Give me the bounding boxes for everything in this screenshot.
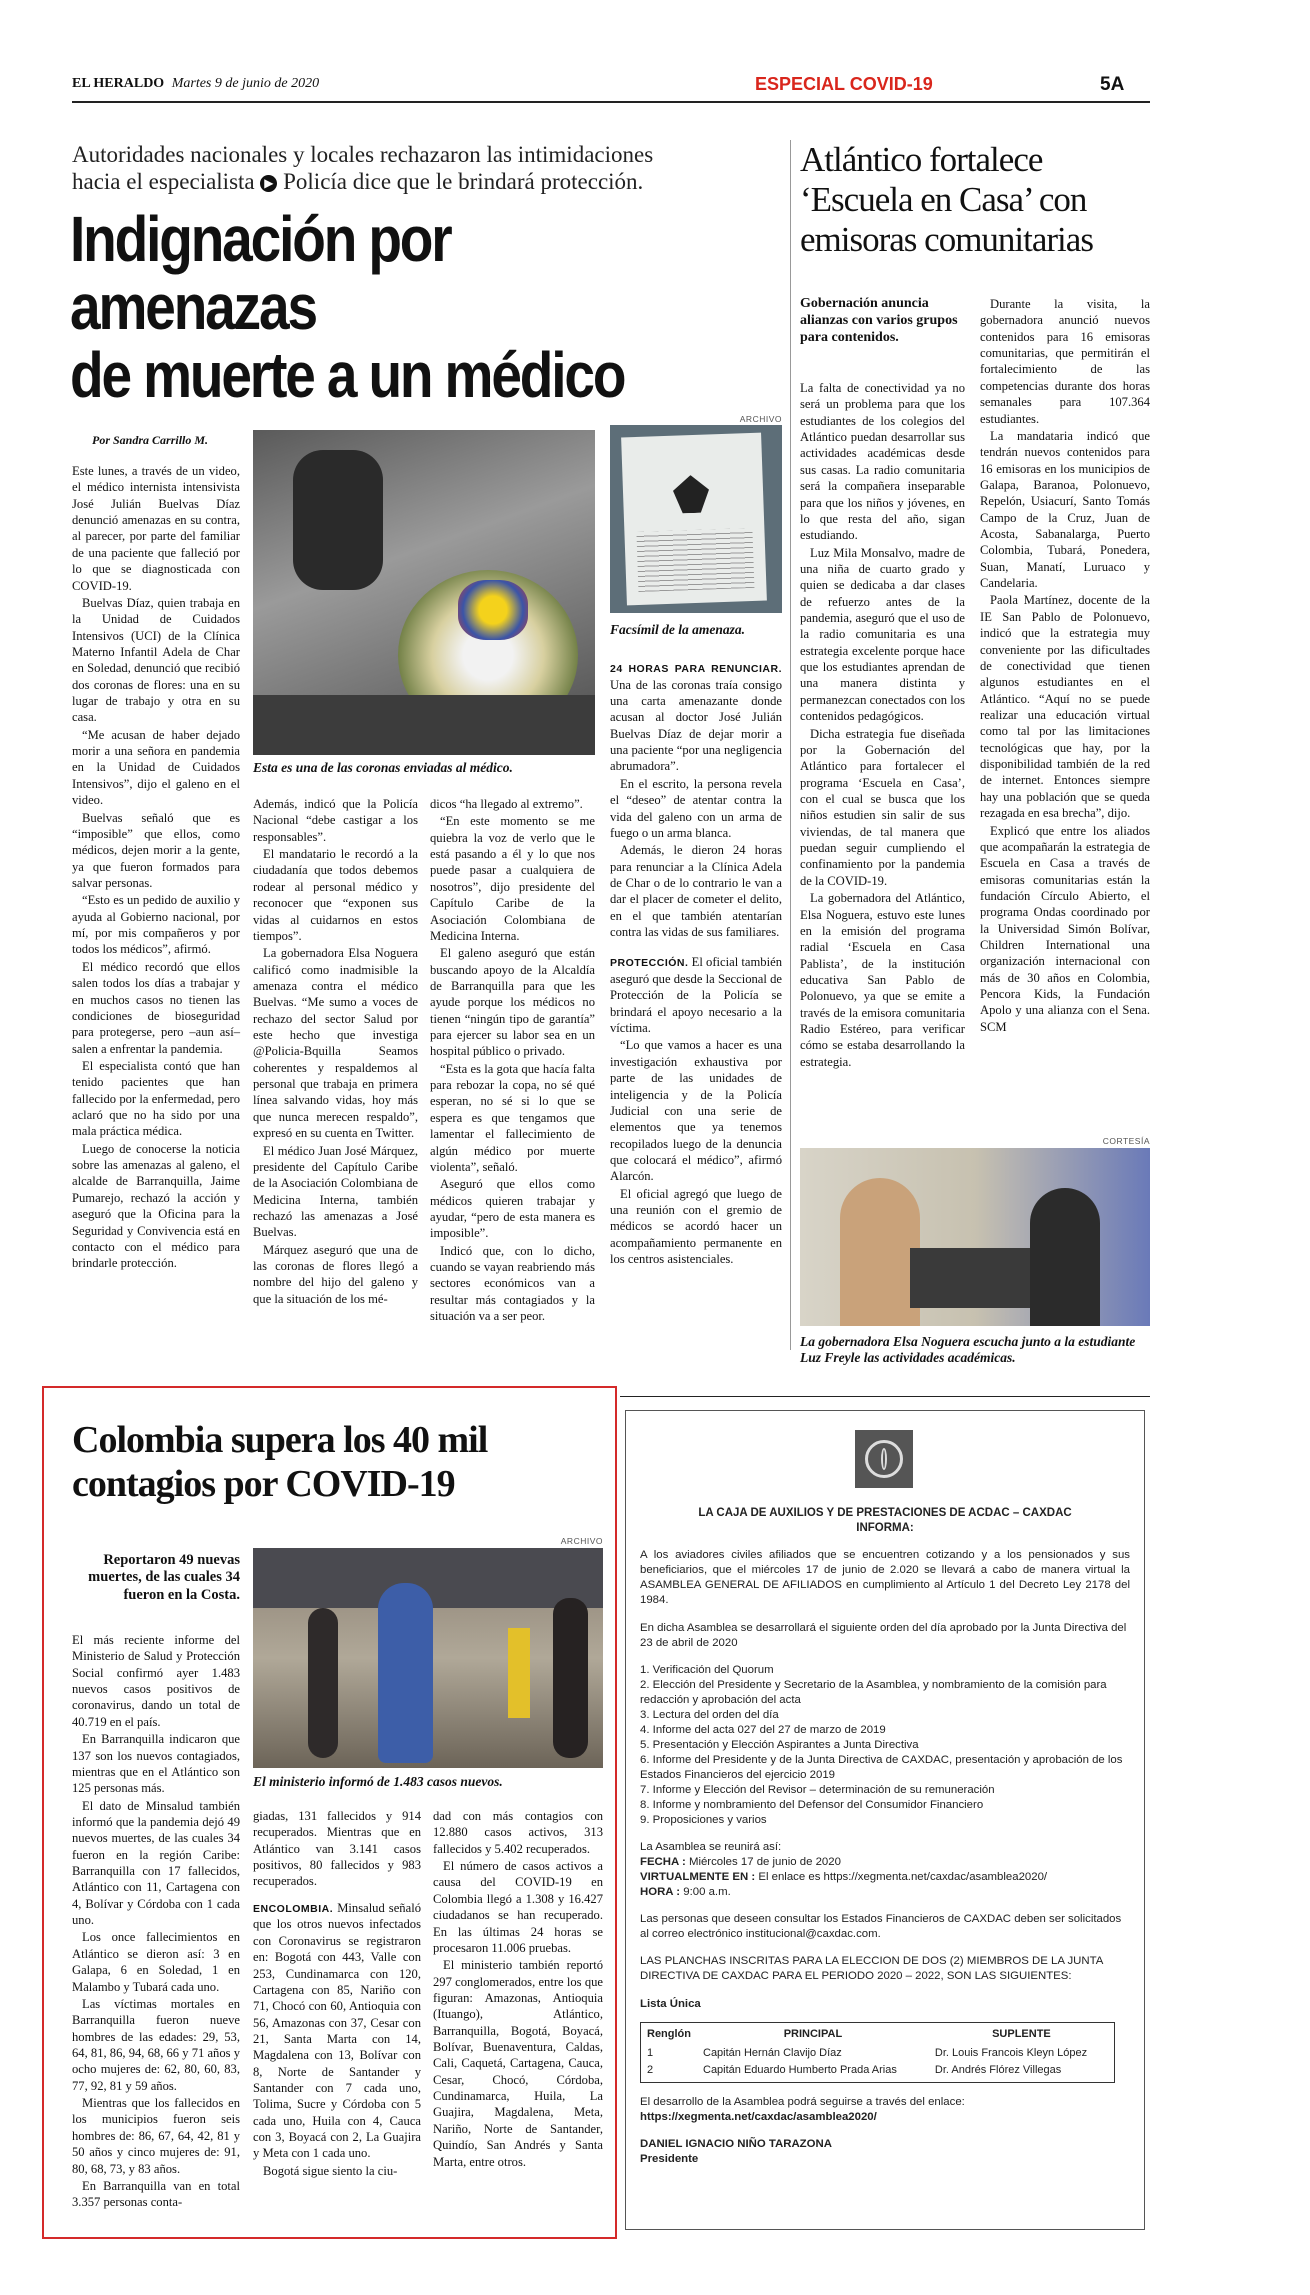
main-col-4: 24 HORAS PARA RENUNCIAR. Una de las coronas traía consigo una carta amenazante donde acusan al doctor José Julián Buelvas Díaz de dejar morir a una paciente “por una negligencia abrumadora”. En el escrito, la persona revela el “deseo” de atentar contra la vida del galeno con un arma de fuego o un arma blanca. Además, le dieron 24 horas para renunciar a la Clínica Adela de Char o de lo contrario le van a dar el placer de cometer el delito, en el que también atentarían contra las vidas de sus familiares. PROTECCIÓN. El oficial también aseguró que desde la Seccional de Protección de la Policía se brindará el apoyo necesario a la víctima. “Lo que vamos a hacer es una investigación exhaustiva por parte de las unidades de inteligencia y de la Policía Judicial con una serie de elementos que ya tenemos recopilados luego de la denuncia que colocará el médico”, afirmó Alarcón. El oficial agregó que luego de una reunión con el gremio de médicos se acordó hacer un acompañamiento permanente en los centros asistenciales.: [610, 663, 782, 1267]
section-label: ESPECIAL COVID-19: [755, 74, 933, 94]
governor-photo: [800, 1148, 1150, 1326]
table-row: 1 Capitán Hernán Clavijo Díaz Dr. Louis Francois Kleyn López: [647, 2047, 1088, 2060]
covid-col-2: giadas, 131 fallecidos y 914 recuperados. Mientras que en Atlántico van 3.141 casos positivos, 80 fallecidos y 983 recuperados. ENCOLOMBIA. Minsalud señaló que los otros nuevos infectados con Coronavirus se registraron en: Bogotá con 443, Valle con 253, Cundinamarca con 120, Cartagena con 85, Nariño con 71, Chocó con 60, Antioquia con 56, Amazonas con 37, Cesar con 21, Santa Marta con 14, Magdalena con 13, Bolívar con 8, Norte de Santander y Santander con 7 cada uno, Tolima, Sucre y Córdoba con 5 cada uno, Huila con 4, Cauca con 3, Boyacá con 2, La Guajira y Meta con 1 cada uno. Bogotá sigue siento la ciu-: [253, 1809, 421, 2178]
caxdac-logo-ring: [865, 1440, 903, 1478]
side-photo-credit: CORTESÍA: [1102, 1136, 1150, 1146]
person-blue-suit: [378, 1583, 433, 1763]
governor-figure: [840, 1178, 920, 1326]
caxdac-ad-body: LA CAJA DE AUXILIOS Y DE PRESTACIONES DE ACDAC – CAXDAC INFORMA: A los aviadores civiles afiliados que se encuentren cotizando y a los pensionados y sus beneficiarios, que el miércoles 17 de junio de 2.020 se llevará a cabo de manera virtual la ASAMBLEA GENERAL DE AFILIADOS en cumplimiento al Artículo 1 del Decreto Ley 2178 del 1984. En dicha Asamblea se desarrollará el siguiente orden del día aprobado por la Junta Directiva del 23 de abril de 2020 1. Verificación del Quorum 2. Elección del Presidente y Secretario de la Asamblea, y nombramiento de la comisión para redacción y aprobación del acta 3. Lectura del orden del día 4. Informe del acta 027 del 27 de marzo de 2019 5. Presentación y Elección Aspirantes a Junta Directiva 6. Informe del Presidente y de la Junta Directiva de CAXDAC, presentación y aprobación de los Estados Financieros del ejercicio 2019 7. Informe y Elección del Revisor – determinación de su remuneración 8. Informe y nombramiento del Defensor del Consumidor Financiero 9. Proposiciones y varios La Asamblea se reunirá así: FECHA : Miércoles 17 de junio de 2020 VIRTUALMENTE EN : El enlace es https://xegmenta.net/caxdac/asamblea2020/ HORA : 9:00 a.m. Las personas que deseen consultar los Estados Financieros de CAXDAC deben ser solicitados al correo electrónico institucional@caxdac.com. LAS PLANCHAS INSCRITAS PARA LA ELECCION DE DOS (2) MIEMBROS DE LA JUNTA DIRECTIVA DE CAXDAC PARA EL PERIODO 2020 – 2022, SON LAS SIGUIENTES: Lista Única Renglón PRINCIPAL SUPLENTE 1 Capitán Hernán Clavijo Díaz Dr. Louis Francois Kleyn López 2 Capitán Eduardo Humberto Prada Arias Dr. Andrés Flórez Villegas El desarrollo de la Asamblea podrá seguirse a través del enlace: https://xegmenta.net/caxdac/asamblea2020/ DANIEL IGNACIO NIÑO TARAZONA Presidente: [640, 1506, 1130, 2167]
ad-title: LA CAJA DE AUXILIOS Y DE PRESTACIONES DE ACDAC – CAXDAC: [698, 1507, 1072, 1519]
covid-headline: Colombia supera los 40 mil contagios por COVID-19: [72, 1419, 488, 1505]
ad-signer-role: Presidente: [640, 2153, 699, 2166]
paper-name: EL HERALDO: [72, 76, 165, 91]
caxdac-logo: [855, 1430, 913, 1488]
doc-caption: Facsímil de la amenaza.: [610, 622, 745, 637]
header-rule: [72, 101, 1150, 103]
doc-photo: [610, 425, 782, 613]
doc-credit: ARCHIVO: [739, 414, 782, 424]
student-figure: [1030, 1188, 1100, 1326]
side-col-a: La falta de conectividad ya no será un problema para que los estudiantes de los colegios del Atlántico puedan desarrollar sus actividades académicas desde sus casas. La radio comunitaria será la compañera inseparable para que los niños y jóvenes, en lo que resta del año, sigan estudiando. Luz Mila Monsalvo, madre de una niña de cuarto grado y quien se dedicaba a dar clases de refuerzo antes de la pandemia, aseguró que el uso de la radio comunitaria es una estrategia excelente porque hace que los estudiantes aprendan de una manera distinta y permanezcan conectados con los contenidos pedagógicos. Dicha estrategia fue diseñada por la Gobernación del Atlántico para fortalecer el programa ‘Escuela en Casa’, con el cual se busca que los niños estudien sin salir de sus viviendas, de tal manera que puedan seguir cumpliendo el confinamiento por la pandemia de la COVID-19. La gobernadora del Atlántico, Elsa Noguera, estuvo este lunes en la emisión del programa radial ‘Escuela en Casa Pablista’, de la institución educativa San Pablo de Polonuevo, ya que se emite a través de la emisora comunitaria Radio Estéreo, para verificar cómo se estaba desarrollando la estrategia.: [800, 381, 965, 1069]
main-col-2: Además, indicó que la Policía Nacional “debe castigar a los responsables”. El mandatario le recordó a la ciudadanía que todos debemos rodear al personal médico y reconocer que “exponen sus vidas al cuidarnos en estos tiempos”. La gobernadora Elsa Noguera calificó como inadmisible la amenaza contra el médico Buelvas. “Me sumo a voces de rechazo del sector Salud por este hecho que investiga @Policia-Bquilla Seamos coherentes y respaldemos al personal que trabaja en primera línea salvando vidas, hoy más que nunca merecen respaldo”, expresó en su cuenta en Twitter. El médico Juan José Márquez, presidente del Capítulo Caribe de la Asociación Colombiana de Medicina Interna, también rechazó las amenazas a José Buelvas. Márquez aseguró que una de las coronas de flores llegó a nombre del hijo del galeno y que la situación de los mé-: [253, 797, 418, 1306]
pedestrian-left: [308, 1608, 338, 1758]
ribbon-icon: [672, 474, 709, 513]
lead-24h: 24 HORAS PARA RENUNCIAR.: [610, 663, 782, 675]
radio-equipment: [910, 1248, 1030, 1308]
lead-colombia: ENCOLOMBIA.: [253, 1902, 334, 1915]
side-photo-caption: La gobernadora Elsa Noguera escucha junto a la estudiante Luz Freyle las actividades académicas.: [800, 1334, 1136, 1366]
byline: Por Sandra Carrillo M.: [92, 433, 209, 447]
ad-top-rule: [620, 1396, 1150, 1397]
covid-photo-caption: El ministerio informó de 1.483 casos nuevos.: [253, 1774, 503, 1789]
ad-subtitle: INFORMA:: [856, 1522, 914, 1535]
ad-agenda: 1. Verificación del Quorum 2. Elección del Presidente y Secretario de la Asamblea, y nombramiento de la comisión para redacción y aprobación del acta 3. Lectura del orden del día 4. Informe del acta 027 del 27 de marzo de 2019 5. Presentación y Elección Aspirantes a Junta Directiva 6. Informe del Presidente y de la Junta Directiva de CAXDAC, presentación y aprobación de los Estados Financieros del ejercicio 2019 7. Informe y Elección del Revisor – determinación de su remuneración 8. Informe y nombramiento del Defensor del Consumidor Financiero 9. Proposiciones y varios: [640, 1663, 1123, 1827]
page-number: 5A: [1100, 74, 1125, 95]
side-headline: Atlántico fortalece ‘Escuela en Casa’ con emisoras comunitarias: [800, 140, 1093, 259]
letter-text-lines: [636, 528, 754, 592]
lead-proteccion: PROTECCIÓN.: [610, 957, 689, 970]
main-col-1: Este lunes, a través de un video, el médico internista intensivista José Julián Buelvas Díaz denunció amenazas en su contra, al parecer, por parte del familiar de una paciente que falleció por lo que se diagnosticada con COVID-19. Buelvas Díaz, quien trabaja en la Unidad de Cuidados Intensivos (UCI) de la Clínica Materno Infantil Adela de Char en Soledad, denunció que recibió dos coronas de flores: una en su lugar de trabajo y otra en su casa. “Me acusan de haber dejado morir a una señora en pandemia en la Unidad de Cuidados Intensivos”, dijo el galeno en el video. Buelvas señaló que es “imposible” que ellos, como médicos, dejen morir a la gente, ya que fueron formados para salvar personas. “Esto es un pedido de auxilio y ayuda al Gobierno nacional, por mí, por mis compañeros y por todos los médicos”, afirmó. El médico recordó que ellos salen todos los días a trabajar y en muchos casos no tienen las condiciones de bioseguridad para protegerse, pero –aun así– salen a enfrentar la pandemia. El especialista contó que han tenido pacientes que han fallecido por la enfermedad, pero aclaró que no ha sido por una mala práctica médica. Luego de conocerse la noticia sobre las amenazas al galeno, el alcalde de Barranquilla, Jaime Pumarejo, rechazó la acción y aseguró que la Oficina para la Seguridad y Convivencia está en contacto con el médico para brindarle protección.: [72, 464, 240, 1271]
table-row: 2 Capitán Eduardo Humberto Prada Arias Dr. Andrés Flórez Villegas: [647, 2063, 1062, 2076]
letter-sheet: [621, 433, 767, 606]
wreath-photo: [253, 430, 595, 755]
yellow-barrier: [508, 1628, 530, 1718]
folio-date: Martes 9 de junio de 2020: [171, 76, 320, 91]
person-silhouette: [293, 450, 383, 590]
wreath-caption: Esta es una de las coronas enviadas al médico.: [253, 760, 513, 775]
folio: [72, 76, 319, 92]
ad-virtual-link[interactable]: El enlace es https://xegmenta.net/caxdac/asamblea2020/: [758, 1871, 1048, 1884]
floor: [253, 695, 595, 755]
main-headline: Indignación por amenazas de muerte a un médico: [70, 203, 625, 411]
main-kicker: Autoridades nacionales y locales rechazaron las intimidaciones hacia el especialista ▶ Policía dice que le brindará protección.: [72, 142, 654, 194]
covid-col-3: dad con más contagios con 12.880 casos activos, 313 fallecidos y 5.402 recuperados. El número de casos activos a causa del COVID-19 en Colombia llegó a 1.308 y 16.427 ciudadanos se han recuperado. En las últimas 24 horas se procesaron 11.006 pruebas. El ministerio también reportó 297 conglomerados, entre los que figuran: Amazonas, Antioquia (Ituango), Atlántico, Barranquilla, Bogotá, Boyacá, Bolívar, Buenaventura, Caldas, Cali, Caquetá, Cartagena, Cauca, Cesar, Chocó, Córdoba, Cundinamarca, Huila, La Guajira, Magdalena, Meta, Nariño, Norte de Santander, Quindío, San Andrés y Santa Marta, entre otros.: [433, 1809, 603, 2169]
arrow-icon: ▶: [260, 175, 277, 192]
ad-candidates-table: [640, 2022, 1115, 2084]
side-col-b: Durante la visita, la gobernadora anunció nuevos contenidos para 16 emisoras comunitarias, que permitirán el fortalecimiento de las competencias durante dos horas semanales para 107.364 estudiantes. La mandataria indicó que tendrán nuevos contenidos para 16 emisoras en los municipios de Galapa, Baranoa, Polonuevo, Repelón, Usiacurí, Santo Tomás Campo de la Cruz, Juan de Acosta, Sabanalarga, Puerto Colombia, Tubará, Ponedera, Suan, Manatí, Luruaco y Candelaria. Paola Martínez, docente de la IE San Pablo de Polonuevo, indicó que la estrategia muy conveniente por las dificultades de conectividad que tienen algunos estudiantes en el Atlántico. “Aquí no se puede realizar una educación virtual como tal por las limitaciones tecnológicas que hay, por la disponibilidad también de la red de internet. Entonces siempre hay una población que se queda rezagada en esa brecha”, dijo. Explicó que entre los aliados que acompañarán la estrategia de Escuela en Casa a través de emisoras comunitarias están la fundación Círculo Abierto, el programa Ondas coordinado por la Universidad Simón Bolívar, Children International una organización internacional con más de 30 años en Colombia, Pencora Kids, la Fundación Apolo y una alianza con el Sena. SCM: [980, 297, 1150, 1034]
side-subhead: Gobernación anuncia alianzas con varios grupos para contenidos.: [800, 296, 958, 345]
covid-col-1: El más reciente informe del Ministerio de Salud y Protección Social confirmó ayer 1.483 nuevos casos positivos de coronavirus, dando un total de 40.719 en el país. En Barranquilla indicaron que 137 son los nuevos contagiados, mientras que en el Atlántico son 125 personas más. El dato de Minsalud también informó que la pandemia dejó 49 nuevos muertes, de las cuales 34 fueron en la región Caribe: Barranquilla con 17 fallecidos, Atlántico con 11, Cartagena con 4, Bolívar y Córdoba con 1 cada uno. Los once fallecimientos en Atlántico se dieron así: 3 en Galapa, 6 en Soledad, 1 en Malambo y Tubará cada uno. Las víctimas mortales en Barranquilla fueron nueve hombres de las edades: 29, 53, 64, 81, 86, 94, 68, 66 y 71 años y ocho mujeres de: 62, 80, 60, 83, 77, 92, 81 y 59 años. Mientras que los fallecidos en los municipios fueron seis hombres de: 86, 67, 64, 42, 81 y 50 años y cinco mujeres de: 91, 80, 68, 73, y 83 años. En Barranquilla van en total 3.357 personas conta-: [72, 1633, 240, 2210]
covid-subhead: Reportaron 49 nuevas muertes, de las cuales 34 fueron en la Costa.: [88, 1552, 240, 1603]
ad-signer: DANIEL IGNACIO NIÑO TARAZONA: [640, 2138, 832, 2151]
table-header-row: Renglón PRINCIPAL SUPLENTE: [647, 2027, 1051, 2040]
column-divider: [790, 140, 791, 1350]
pedestrian-right: [553, 1598, 588, 1758]
ad-link[interactable]: https://xegmenta.net/caxdac/asamblea2020/: [640, 2111, 877, 2124]
flower-bouquet: [458, 580, 528, 640]
covid-credit: ARCHIVO: [560, 1536, 603, 1546]
main-col-3: dicos “ha llegado al extremo”. “En este momento se me quiebra la voz de verlo que le está pasando a él y lo que nos puede pasar a cualquiera de nosotros”, dijo presidente del Capítulo Caribe de la Asociación Colombiana de Medicina Interna. El galeno aseguró que están buscando apoyo de la Alcaldía de Barranquilla para que les ayude porque los médicos no tienen “ningún tipo de garantía” para ejercer su labor sea en un hospital público o privado. “Esta es la gota que hacía falta para rebozar la copa, no sé qué esperan, no sé si lo que se espera es que tengamos que lamentar el fallecimiento de algún médico por muerte violenta”, señaló. Aseguró que ellos como médicos quieren trabajar y ayudar, “pero de esta manera es imposible”. Indicó que, con lo dicho, cuando se vayan reabriendo más sectores económicos van a resultar más contagiados y la situación va a ser peor.: [430, 797, 595, 1324]
covid-street-photo: [253, 1548, 603, 1768]
